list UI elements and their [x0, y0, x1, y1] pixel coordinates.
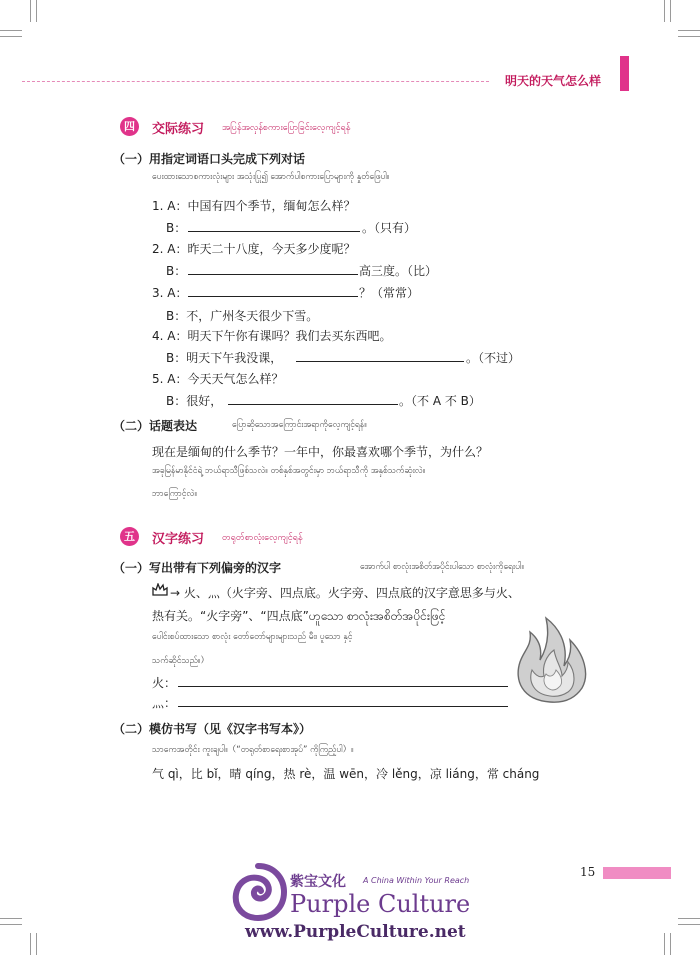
- dialog-b-suffix: 。（不过）: [466, 351, 521, 365]
- topic-question: 现在是缅甸的什么季节？一年中，你最喜欢哪个季节，为什么？: [152, 445, 489, 459]
- radical-label: 灬：: [152, 696, 177, 710]
- crop-mark: [664, 0, 665, 22]
- page-accent-bar: [603, 867, 671, 879]
- crop-mark: [30, 933, 31, 955]
- dialog-b-suffix: 。（不 A 不 B）: [399, 394, 481, 408]
- dialog-a-line: 4. A：明天下午你有课吗？我们去买东西吧。: [152, 329, 392, 343]
- answer-blank[interactable]: [188, 296, 358, 297]
- answer-blank[interactable]: [296, 361, 464, 362]
- dialog-a-prefix: 3. A：: [152, 286, 188, 300]
- radical-explanation: → 火、灬（火字旁、四点底。火字旁、四点底的汉字意思多与火、: [170, 586, 520, 600]
- hand-pointer-icon: [152, 583, 168, 597]
- dialog-b-line: B：不，广州冬天很少下雪。: [166, 309, 319, 323]
- radical-label: 火：: [152, 676, 177, 690]
- part-instruction: ပေးထားသောစကားလုံးများ အသုံးပြု၍ အောက်ပါစကားပြောများကို နှုတ်ဖြေပါ။: [152, 172, 390, 182]
- part-instruction: အောက်ပါ စာလုံးအစိတ်အပိုင်းပါသော စာလုံးကိုရေးပါ။: [360, 562, 524, 572]
- crop-mark: [670, 0, 671, 22]
- answer-blank[interactable]: [228, 404, 398, 405]
- section-4-title: 交际练习: [152, 122, 205, 137]
- crop-mark: [678, 924, 700, 925]
- topic-question-burmese: ဘာကြောင့်လဲ။: [152, 489, 197, 499]
- radical-explanation-burmese: ပေါင်းစပ်ထားသော စာလုံး တော်တော်များများသည် မီး၊ ပူသော နှင့်: [152, 632, 353, 642]
- section-5-badge: 五: [120, 527, 139, 546]
- practice-characters: 气 qì，比 bǐ，晴 qíng，热 rè，温 wēn，冷 lěng，凉 liáng，常 cháng: [152, 767, 540, 781]
- crop-mark: [30, 0, 31, 22]
- section-4-subtitle: အပြန်အလှန်စကားပြောခြင်းလေ့ကျင့်ရန်: [222, 123, 351, 133]
- chapter-title: 明天的天气怎么样: [505, 74, 602, 88]
- header-accent-bar: [620, 56, 629, 91]
- dialog-b-suffix: 。（只有）: [362, 221, 417, 235]
- page-number: 15: [580, 865, 596, 879]
- part-heading: （二）模仿书写（见《汉字书写本》）: [113, 722, 312, 736]
- crop-mark: [0, 36, 22, 37]
- writing-line[interactable]: [178, 706, 508, 707]
- crop-mark: [0, 918, 22, 919]
- dialog-a-suffix: ？（常常）: [359, 286, 420, 300]
- part-heading: （二）话题表达: [113, 419, 198, 433]
- dialog-a-line: 2. A：昨天二十八度，今天多少度呢？: [152, 242, 356, 256]
- dialog-b-suffix: 高三度。（比）: [359, 264, 438, 278]
- radical-explanation-burmese: သက်ဆိုင်သည်။）: [152, 656, 209, 666]
- header-rule: [22, 81, 489, 82]
- dialog-b-prefix: B：: [166, 221, 187, 235]
- section-5-subtitle: တရုတ်စာလုံးလေ့ကျင့်ရန်: [222, 533, 303, 543]
- crop-mark: [36, 0, 37, 22]
- flame-illustration: [510, 610, 595, 705]
- crop-mark: [670, 933, 671, 955]
- dialog-a-line: 1. A：中国有四个季节，缅甸怎么样？: [152, 199, 356, 213]
- radical-explanation: 热有关。“火字旁”、“四点底”ဟူသော စာလုံးအစိတ်အပိုင်းဖြင့်: [152, 609, 446, 623]
- purple-culture-logo: [228, 862, 288, 922]
- answer-blank[interactable]: [188, 231, 360, 232]
- crop-mark: [664, 933, 665, 955]
- dialog-b-prefix: B：: [166, 264, 187, 278]
- part-instruction: သာကေအတိုင်း ကူးချပါ။（“တရုတ်စာရေးစာအုပ်” ကိုကြည့်ပါ）။: [152, 745, 354, 755]
- crop-mark: [0, 30, 22, 31]
- section-5-title: 汉字练习: [152, 532, 205, 547]
- watermark-chinese: 紫宝文化: [290, 874, 346, 890]
- topic-question-burmese: အခုမြန်မာနိုင်ငံရဲ့ ဘယ်ရာသီဖြစ်သလဲ။ တစ်နှစ်အတွင်းမှာ ဘယ်ရာသီကို အနှစ်သက်ဆုံးလဲ။: [152, 466, 426, 476]
- dialog-b-prefix: B：明天下午我没课，: [166, 351, 283, 365]
- crop-mark: [678, 918, 700, 919]
- crop-mark: [0, 924, 22, 925]
- crop-mark: [36, 933, 37, 955]
- answer-blank[interactable]: [188, 274, 358, 275]
- watermark-url[interactable]: www.PurpleCulture.net: [245, 922, 466, 942]
- part-heading: （一）用指定词语口头完成下列对话: [113, 152, 306, 166]
- dialog-b-prefix: B：很好，: [166, 394, 223, 408]
- dialog-a-line: 5. A：今天天气怎么样？: [152, 372, 284, 386]
- crop-mark: [678, 30, 700, 31]
- watermark-brand: Purple Culture: [290, 890, 471, 918]
- part-instruction: ပြောဆိုသောအကြောင်းအရာကိုလေ့ကျင့်ရန်။: [232, 420, 367, 430]
- crop-mark: [678, 36, 700, 37]
- watermark-tagline: A China Within Your Reach: [363, 876, 470, 885]
- section-4-badge: 四: [120, 117, 139, 136]
- part-heading: （一）写出带有下列偏旁的汉字: [113, 561, 282, 575]
- writing-line[interactable]: [178, 686, 508, 687]
